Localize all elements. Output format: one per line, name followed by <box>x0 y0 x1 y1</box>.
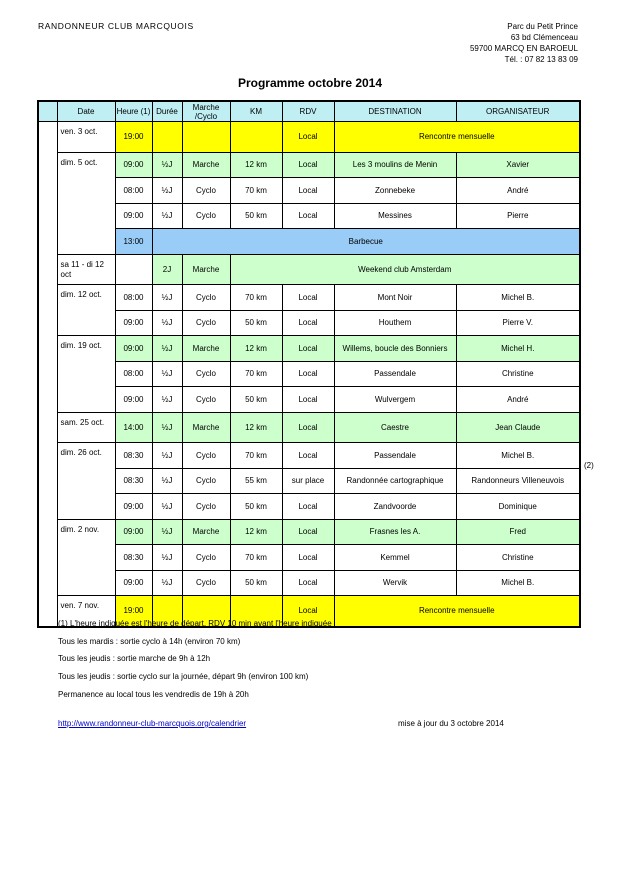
organizer-cell: André <box>456 387 580 413</box>
date-cell: dim. 5 oct. <box>57 152 115 254</box>
event-cell: Weekend club Amsterdam <box>230 254 580 285</box>
km-cell: 12 km <box>230 412 282 443</box>
event-cell: Barbecue <box>152 229 580 255</box>
organizer-cell: Pierre <box>456 203 580 229</box>
table-row <box>38 468 580 494</box>
time-cell: 09:00 <box>115 203 152 229</box>
rdv-cell: Local <box>282 494 334 520</box>
duration-cell: ½J <box>152 443 182 469</box>
time-cell: 09:00 <box>115 387 152 413</box>
destination-cell: Passendale <box>334 361 456 387</box>
date-cell: dim. 26 oct. <box>57 443 115 520</box>
type-cell: Marche <box>182 254 230 285</box>
note-line: Tous les jeudis : sortie cyclo sur la journée, départ 9h (environ 100 km) <box>58 672 309 682</box>
km-cell: 70 km <box>230 545 282 571</box>
duration-cell: ½J <box>152 152 182 178</box>
organizer-cell: Christine <box>456 545 580 571</box>
rdv-cell: Local <box>282 570 334 596</box>
rdv-cell: Local <box>282 285 334 311</box>
km-cell: 50 km <box>230 203 282 229</box>
rdv-cell: Local <box>282 203 334 229</box>
club-address <box>378 21 578 65</box>
time-cell: 09:00 <box>115 310 152 336</box>
time-cell: 13:00 <box>115 229 152 255</box>
notes <box>58 619 332 707</box>
time-cell: 08:30 <box>115 443 152 469</box>
km-cell: 12 km <box>230 519 282 545</box>
type-cell: Marche <box>182 519 230 545</box>
type-cell: Cyclo <box>182 285 230 311</box>
table-row <box>38 443 580 469</box>
destination-cell: Zonnebeke <box>334 178 456 204</box>
type-cell: Marche <box>182 412 230 443</box>
date-cell: dim. 12 oct. <box>57 285 115 336</box>
note-line: Permanence au local tous les vendredis de 19h à 20h <box>58 689 249 699</box>
rdv-cell: Local <box>282 152 334 178</box>
column-header: Heure (1) <box>115 101 152 122</box>
km-cell: 70 km <box>230 285 282 311</box>
club-name: RANDONNEUR CLUB MARCQUOIS <box>38 21 194 31</box>
destination-cell: Caestre <box>334 412 456 443</box>
address-line: 59700 MARCQ EN BAROEUL <box>469 44 578 53</box>
rdv-cell: Local <box>282 545 334 571</box>
table-row <box>38 122 580 153</box>
type-cell: Cyclo <box>182 203 230 229</box>
rdv-cell: Local <box>282 361 334 387</box>
type-cell: Marche <box>182 336 230 362</box>
table-row <box>38 152 580 178</box>
date-cell: sam. 25 oct. <box>57 412 115 443</box>
km-cell <box>230 122 282 153</box>
type-cell: Cyclo <box>182 570 230 596</box>
time-cell: 09:00 <box>115 494 152 520</box>
event-cell: Rencontre mensuelle <box>334 596 580 627</box>
km-cell: 70 km <box>230 443 282 469</box>
type-cell: Cyclo <box>182 545 230 571</box>
table-row <box>38 361 580 387</box>
km-cell: 50 km <box>230 387 282 413</box>
time-cell: 09:00 <box>115 152 152 178</box>
destination-cell: Wervik <box>334 570 456 596</box>
type-cell <box>182 122 230 153</box>
duration-cell: ½J <box>152 336 182 362</box>
duration-cell: ½J <box>152 468 182 494</box>
km-cell: 70 km <box>230 361 282 387</box>
rdv-cell: Local <box>282 310 334 336</box>
organizer-cell: André <box>456 178 580 204</box>
organizer-cell: Pierre V. <box>456 310 580 336</box>
km-cell: 50 km <box>230 570 282 596</box>
rdv-cell: Local <box>282 122 334 153</box>
time-cell: 19:00 <box>115 596 152 627</box>
update-date: mise à jour du 3 octobre 2014 <box>398 719 504 728</box>
duration-cell: ½J <box>152 387 182 413</box>
time-cell: 08:30 <box>115 545 152 571</box>
time-cell: 08:30 <box>115 468 152 494</box>
time-cell: 08:00 <box>115 285 152 311</box>
destination-cell: Messines <box>334 203 456 229</box>
organizer-cell: Randonneurs Villeneuvois <box>456 468 580 494</box>
table-row <box>38 229 580 255</box>
time-cell: 09:00 <box>115 519 152 545</box>
km-cell: 12 km <box>230 152 282 178</box>
type-cell: Cyclo <box>182 494 230 520</box>
address-line: Parc du Petit Prince <box>507 22 578 31</box>
left-margin-cell <box>38 122 57 627</box>
column-header: DESTINATION <box>334 101 456 122</box>
destination-cell: Kemmel <box>334 545 456 571</box>
table-row <box>38 494 580 520</box>
column-header: Durée <box>152 101 182 122</box>
table-header-row <box>38 101 580 122</box>
program-table <box>37 100 581 628</box>
date-cell: sa 11 - di 12 oct <box>57 254 115 285</box>
date-cell: dim. 19 oct. <box>57 336 115 413</box>
table-row <box>38 412 580 443</box>
rdv-cell: Local <box>282 519 334 545</box>
duration-cell: ½J <box>152 494 182 520</box>
km-cell: 55 km <box>230 468 282 494</box>
table-row <box>38 570 580 596</box>
duration-cell: ½J <box>152 412 182 443</box>
type-cell: Cyclo <box>182 361 230 387</box>
organizer-cell: Michel H. <box>456 336 580 362</box>
organizer-cell: Christine <box>456 361 580 387</box>
page-title: Programme octobre 2014 <box>237 76 383 90</box>
destination-cell: Randonnée cartographique <box>334 468 456 494</box>
time-cell: 09:00 <box>115 570 152 596</box>
type-cell: Marche <box>182 152 230 178</box>
table-row <box>38 336 580 362</box>
duration-cell: ½J <box>152 361 182 387</box>
rdv-cell: Local <box>282 387 334 413</box>
date-cell: ven. 7 nov. <box>57 596 115 627</box>
organizer-cell: Michel B. <box>456 285 580 311</box>
rdv-cell: Local <box>282 178 334 204</box>
destination-cell: Zandvoorde <box>334 494 456 520</box>
duration-cell: ½J <box>152 203 182 229</box>
time-cell: 08:00 <box>115 178 152 204</box>
rdv-cell: Local <box>282 443 334 469</box>
table-row <box>38 254 580 285</box>
organizer-cell: Michel B. <box>456 570 580 596</box>
table-row <box>38 519 580 545</box>
organizer-cell: Fred <box>456 519 580 545</box>
km-cell: 50 km <box>230 494 282 520</box>
note-line: (1) L'heure indiquée est l'heure de départ. RDV 10 min avant l'heure indiquée <box>58 619 332 628</box>
header-spacer <box>38 101 57 122</box>
rdv-cell: Local <box>282 596 334 627</box>
rdv-cell: sur place <box>282 468 334 494</box>
type-cell: Cyclo <box>182 443 230 469</box>
time-cell: 09:00 <box>115 336 152 362</box>
destination-cell: Houthem <box>334 310 456 336</box>
organizer-cell: Michel B. <box>456 443 580 469</box>
event-cell: Rencontre mensuelle <box>334 122 580 153</box>
destination-cell: Mont Noir <box>334 285 456 311</box>
duration-cell: ½J <box>152 310 182 336</box>
organizer-cell: Dominique <box>456 494 580 520</box>
organizer-cell: Jean Claude <box>456 412 580 443</box>
km-cell: 50 km <box>230 310 282 336</box>
type-cell: Cyclo <box>182 468 230 494</box>
address-line: 63 bd Clémenceau <box>510 33 578 42</box>
calendar-link[interactable]: http://www.randonneur-club-marcquois.org/calendrier <box>58 719 247 728</box>
date-cell: ven. 3 oct. <box>57 122 115 153</box>
table-row <box>38 310 580 336</box>
time-cell: 08:00 <box>115 361 152 387</box>
km-cell: 70 km <box>230 178 282 204</box>
table-row <box>38 203 580 229</box>
duration-cell: ½J <box>152 545 182 571</box>
km-cell: 12 km <box>230 336 282 362</box>
side-note: (2) <box>584 461 594 470</box>
type-cell: Cyclo <box>182 387 230 413</box>
rdv-cell: Local <box>282 336 334 362</box>
time-cell: 14:00 <box>115 412 152 443</box>
duration-cell <box>152 122 182 153</box>
table-row <box>38 178 580 204</box>
rdv-cell: Local <box>282 412 334 443</box>
duration-cell: ½J <box>152 570 182 596</box>
column-header: Marche /Cyclo <box>182 101 230 122</box>
duration-cell: 2J <box>152 254 182 285</box>
time-cell: 19:00 <box>115 122 152 153</box>
date-cell: dim. 2 nov. <box>57 519 115 596</box>
organizer-cell: Xavier <box>456 152 580 178</box>
type-cell: Cyclo <box>182 178 230 204</box>
destination-cell: Wulvergem <box>334 387 456 413</box>
duration-cell: ½J <box>152 519 182 545</box>
duration-cell: ½J <box>152 178 182 204</box>
note-line: Tous les jeudis : sortie marche de 9h à 12h <box>58 654 211 664</box>
table-row <box>38 545 580 571</box>
type-cell: Cyclo <box>182 310 230 336</box>
table-row <box>38 387 580 413</box>
column-header: Date <box>57 101 115 122</box>
time-cell <box>115 254 152 285</box>
column-header: RDV <box>282 101 334 122</box>
destination-cell: Les 3 moulins de Menin <box>334 152 456 178</box>
duration-cell: ½J <box>152 285 182 311</box>
column-header: KM <box>230 101 282 122</box>
destination-cell: Willems, boucle des Bonniers <box>334 336 456 362</box>
table-row <box>38 285 580 311</box>
destination-cell: Passendale <box>334 443 456 469</box>
phone-line: Tél. : 07 82 13 83 09 <box>504 55 578 64</box>
note-line: Tous les mardis : sortie cyclo à 14h (environ 70 km) <box>58 636 241 646</box>
column-header: ORGANISATEUR <box>456 101 580 122</box>
destination-cell: Frasnes les A. <box>334 519 456 545</box>
